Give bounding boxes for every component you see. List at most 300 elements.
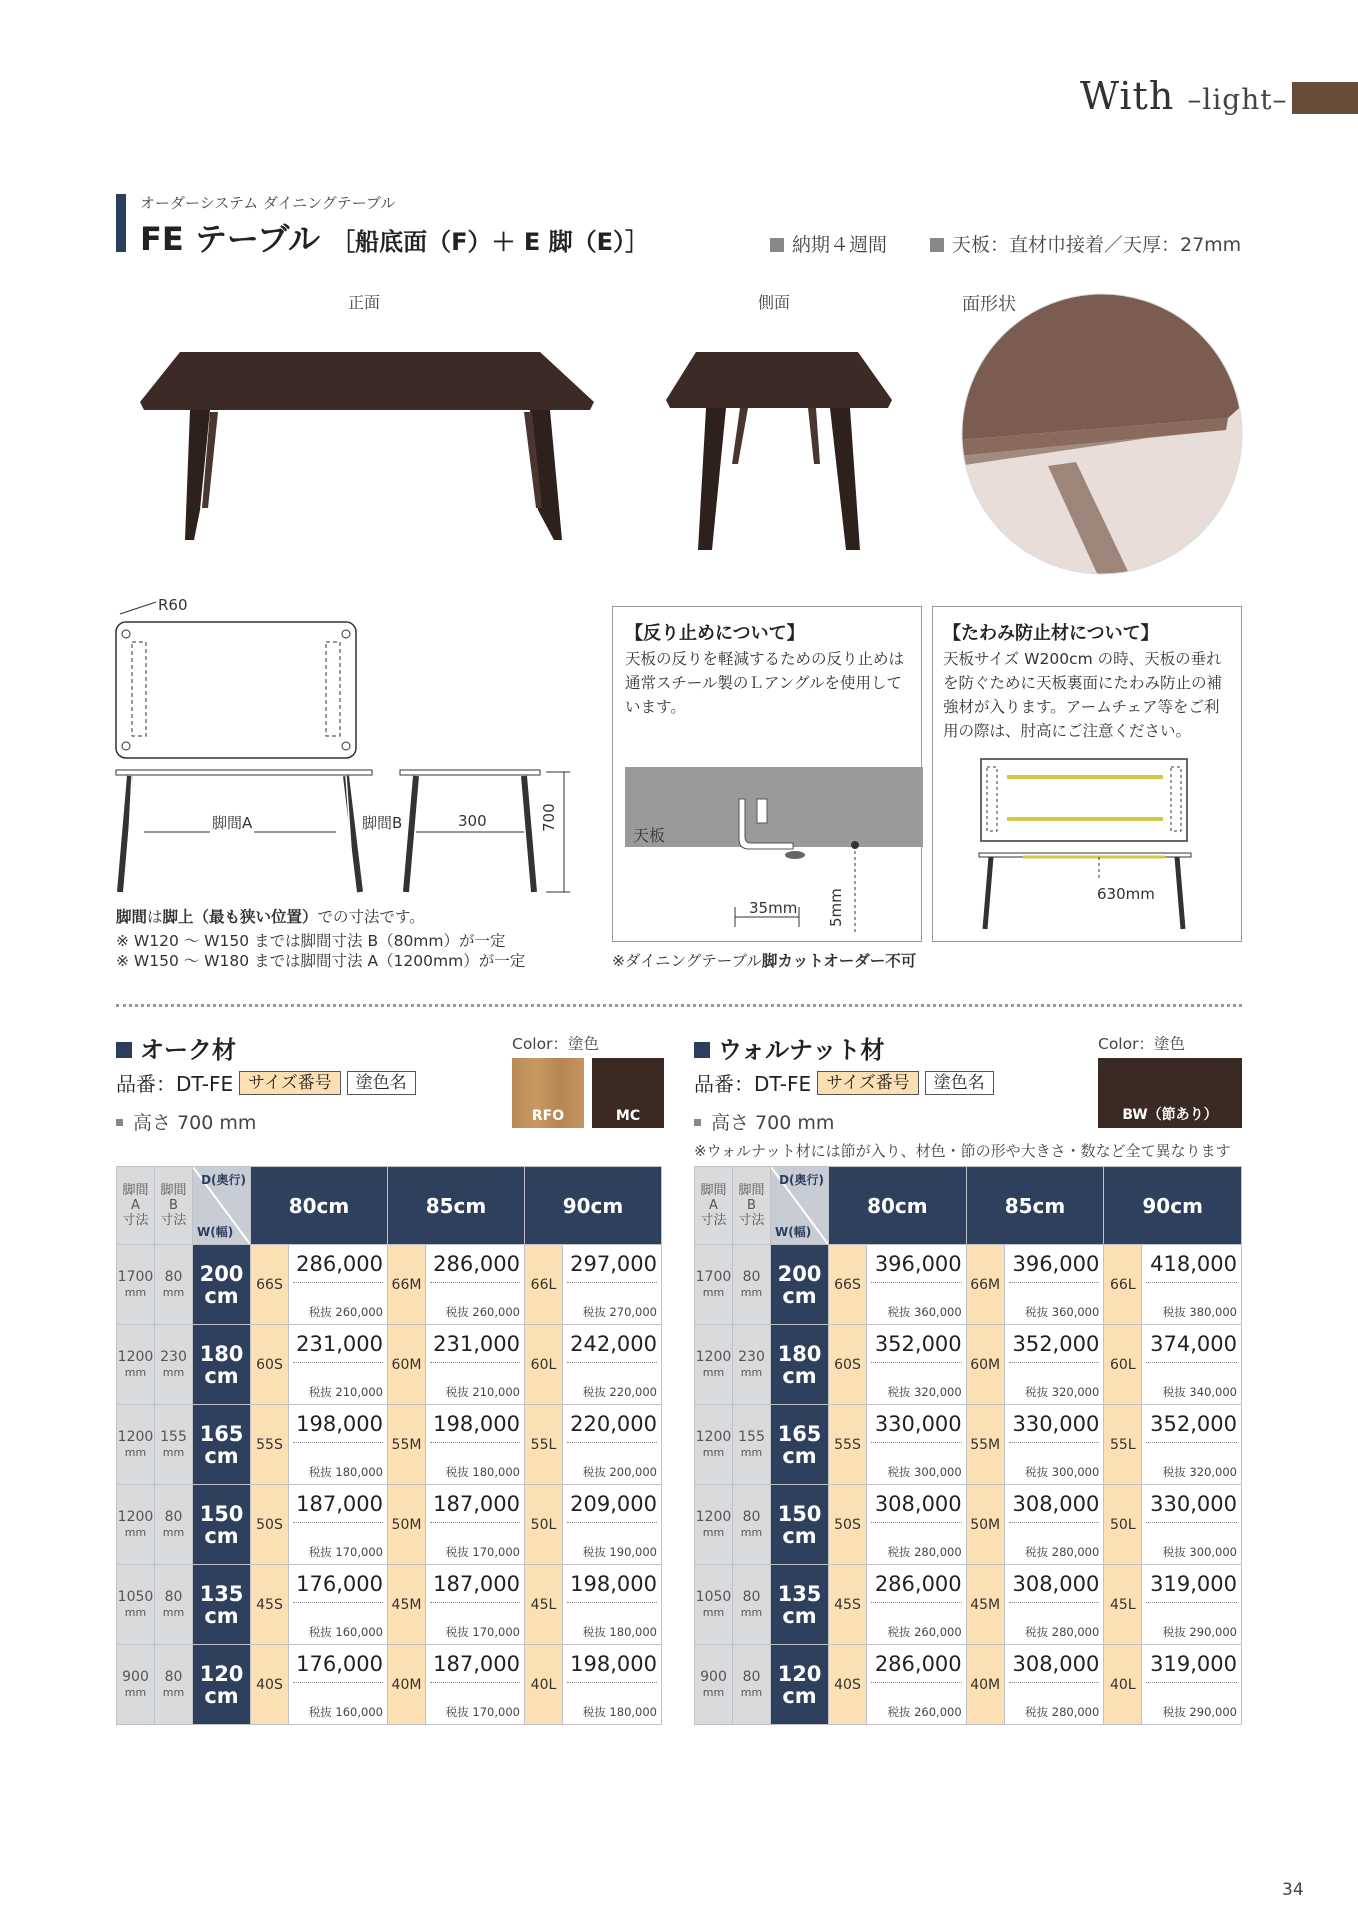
- price-incl-tax: 319,000: [1146, 1652, 1237, 1683]
- header-dw: [771, 1167, 829, 1245]
- price-excl-tax: 税抜 190,000: [582, 1544, 657, 1559]
- size-code: 45M: [966, 1565, 1004, 1645]
- size-code: 55M: [966, 1405, 1004, 1485]
- header-legA: [117, 1167, 155, 1245]
- price-incl-tax: 330,000: [1009, 1412, 1100, 1443]
- size-code: 66S: [251, 1245, 289, 1325]
- size-code: 60S: [251, 1325, 289, 1405]
- width-unit: cm: [204, 1283, 239, 1308]
- legA-value: [117, 1565, 155, 1645]
- price-excl-tax: 税抜 280,000: [1025, 1704, 1100, 1719]
- size-code: 40L: [1104, 1645, 1142, 1725]
- legB-number: 80: [742, 1508, 761, 1525]
- size-code: 66M: [387, 1245, 425, 1325]
- price-excl-tax: 税抜 180,000: [582, 1624, 657, 1639]
- reinforcement-diagram: [973, 753, 1213, 933]
- price-incl-tax: 242,000: [567, 1332, 657, 1363]
- price-excl-tax: 税抜 170,000: [445, 1704, 520, 1719]
- price-excl-tax: 税抜 300,000: [887, 1464, 962, 1479]
- size-code: 50L: [524, 1485, 562, 1565]
- price-excl-tax: 税抜 360,000: [887, 1304, 962, 1319]
- legA-unit: mm: [124, 1525, 147, 1539]
- price-excl-tax: 税抜 260,000: [887, 1704, 962, 1719]
- brand-color-bar: [1292, 82, 1358, 114]
- legA-number: 1200: [117, 1428, 154, 1445]
- leg-cut-note-pre: ※ダイニングテーブル: [612, 952, 762, 970]
- legB-number: 80: [164, 1588, 183, 1605]
- header-legB-line: 脚間: [160, 1183, 187, 1198]
- price-cell: [425, 1485, 524, 1565]
- legA-unit: mm: [702, 1365, 725, 1379]
- price-cell: [1142, 1565, 1242, 1645]
- price-incl-tax: 231,000: [430, 1332, 520, 1363]
- width-value: [771, 1325, 829, 1405]
- header-legA-line: A: [131, 1198, 140, 1213]
- table-row: [117, 1485, 662, 1565]
- legB-value: [155, 1565, 193, 1645]
- price-cell: [289, 1405, 388, 1485]
- width-unit: cm: [782, 1603, 817, 1628]
- header-width-label: W(幅): [775, 1225, 812, 1239]
- size-code: 45M: [387, 1565, 425, 1645]
- legA-value: [117, 1485, 155, 1565]
- size-code: 66S: [829, 1245, 867, 1325]
- header-legA: [695, 1167, 733, 1245]
- legB-number: 80: [164, 1268, 183, 1285]
- walnut-color-label: Color：塗色: [1098, 1035, 1185, 1053]
- legB-value: [733, 1405, 771, 1485]
- header-dw: [193, 1167, 251, 1245]
- top-board-label: 天板: [633, 826, 666, 845]
- price-cell: [562, 1645, 661, 1725]
- edge-profile-image: [958, 290, 1246, 578]
- walnut-pn-text: 品番：DT-FE: [694, 1072, 812, 1096]
- price-excl-tax: 税抜 170,000: [308, 1544, 383, 1559]
- legA-unit: mm: [124, 1285, 147, 1299]
- header-legA-line: 脚間: [122, 1183, 149, 1198]
- oak-height: 高さ 700 mm: [116, 1108, 256, 1135]
- size-code: 55S: [251, 1405, 289, 1485]
- oak-swatch-mc: MC: [592, 1058, 664, 1128]
- price-incl-tax: 319,000: [1146, 1572, 1237, 1603]
- walnut-swatch-bw: BW（節あり）: [1098, 1058, 1242, 1128]
- legB-unit: mm: [162, 1525, 185, 1539]
- legA-number: 1200: [117, 1508, 154, 1525]
- price-incl-tax: 297,000: [567, 1252, 657, 1283]
- price-incl-tax: 308,000: [1009, 1572, 1100, 1603]
- legA-value: [117, 1245, 155, 1325]
- header-legB-line: B: [747, 1198, 756, 1213]
- product-subtitle: オーダーシステム ダイニングテーブル: [140, 194, 396, 212]
- width-number: 180: [199, 1341, 244, 1366]
- legA-value: [695, 1645, 733, 1725]
- price-excl-tax: 税抜 260,000: [887, 1624, 962, 1639]
- width-unit: cm: [782, 1443, 817, 1468]
- width-value: [193, 1325, 251, 1405]
- price-incl-tax: 396,000: [1009, 1252, 1100, 1283]
- legA-number: 1200: [117, 1348, 154, 1365]
- price-incl-tax: 330,000: [1146, 1492, 1237, 1523]
- table-row: [117, 1565, 662, 1645]
- product-title-main: FE テーブル: [140, 220, 320, 258]
- price-incl-tax: 286,000: [293, 1252, 383, 1283]
- price-incl-tax: 308,000: [1009, 1492, 1100, 1523]
- price-excl-tax: 税抜 270,000: [582, 1304, 657, 1319]
- table-row: [117, 1245, 662, 1325]
- price-cell: [425, 1325, 524, 1405]
- price-excl-tax: 税抜 280,000: [1025, 1544, 1100, 1559]
- width-number: 165: [777, 1421, 822, 1446]
- legA-value: [695, 1485, 733, 1565]
- legA-unit: mm: [702, 1525, 725, 1539]
- header-legA-line: 寸法: [122, 1213, 149, 1228]
- size-code: 50M: [387, 1485, 425, 1565]
- price-excl-tax: 税抜 180,000: [582, 1704, 657, 1719]
- price-incl-tax: 308,000: [1009, 1652, 1100, 1683]
- leg-note-end: での寸法です。: [317, 908, 425, 926]
- header-legA-line: 脚間: [700, 1183, 727, 1198]
- price-cell: [425, 1645, 524, 1725]
- legA-number: 1200: [695, 1428, 732, 1445]
- leg-cut-note: [612, 952, 916, 971]
- price-incl-tax: 176,000: [293, 1572, 383, 1603]
- leg-note: [116, 908, 425, 927]
- price-incl-tax: 286,000: [430, 1252, 520, 1283]
- price-cell: [1142, 1645, 1242, 1725]
- legB-unit: mm: [740, 1525, 763, 1539]
- legB-unit: mm: [740, 1445, 763, 1459]
- price-cell: [1142, 1405, 1242, 1485]
- leg-cut-note-strong: 脚カットオーダー不可: [761, 952, 917, 970]
- deflection-box-title: 【たわみ防止材について】: [943, 623, 1159, 644]
- price-cell: [562, 1565, 661, 1645]
- size-code: 50M: [966, 1485, 1004, 1565]
- price-cell: [289, 1325, 388, 1405]
- price-cell: [1004, 1485, 1104, 1565]
- price-cell: [1142, 1245, 1242, 1325]
- walnut-material-title: ウォルナット材: [694, 1030, 885, 1065]
- reinforcement-dim: 630mm: [1097, 885, 1155, 903]
- leg-note-2: ※ W120 〜 W150 までは脚間寸法 B（80mm）が一定: [116, 932, 506, 950]
- price-excl-tax: 税抜 290,000: [1162, 1624, 1237, 1639]
- width-value: [771, 1485, 829, 1565]
- size-code: 40M: [387, 1645, 425, 1725]
- width-unit: cm: [204, 1363, 239, 1388]
- size-code: 66L: [1104, 1245, 1142, 1325]
- legA-unit: mm: [702, 1685, 725, 1699]
- legB-value: [155, 1645, 193, 1725]
- legB-number: 80: [742, 1588, 761, 1605]
- size-code: 60S: [829, 1325, 867, 1405]
- size-code: 60M: [966, 1325, 1004, 1405]
- header-legA-line: A: [709, 1198, 718, 1213]
- size-code: 40S: [251, 1645, 289, 1725]
- price-excl-tax: 税抜 320,000: [1025, 1384, 1100, 1399]
- size-code: 55M: [387, 1405, 425, 1485]
- price-cell: [867, 1325, 967, 1405]
- brand-sub: –light–: [1187, 83, 1288, 116]
- price-excl-tax: 税抜 210,000: [445, 1384, 520, 1399]
- oak-price-table: [116, 1166, 662, 1725]
- width-value: [193, 1485, 251, 1565]
- width-value: [193, 1405, 251, 1485]
- width-value: [771, 1645, 829, 1725]
- price-incl-tax: 198,000: [430, 1412, 520, 1443]
- legB-unit: mm: [740, 1685, 763, 1699]
- width-unit: cm: [204, 1523, 239, 1548]
- legA-value: [117, 1405, 155, 1485]
- page-number: 34: [1282, 1880, 1304, 1900]
- legA-value: [695, 1405, 733, 1485]
- leg-note-mid: は: [147, 908, 163, 926]
- warp-box-text: 天板の反りを軽減するための反り止めは通常スチール製のＬアングルを使用しています。: [625, 650, 905, 716]
- header-legB: [733, 1167, 771, 1245]
- table-row: [695, 1325, 1242, 1405]
- header-width-label: W(幅): [197, 1225, 234, 1239]
- price-incl-tax: 286,000: [871, 1572, 962, 1603]
- price-excl-tax: 税抜 320,000: [887, 1384, 962, 1399]
- table-row: [117, 1645, 662, 1725]
- front-view-label: 正面: [348, 293, 381, 312]
- price-excl-tax: 税抜 280,000: [887, 1544, 962, 1559]
- price-cell: [425, 1565, 524, 1645]
- price-excl-tax: 税抜 200,000: [582, 1464, 657, 1479]
- header-legB-line: 寸法: [738, 1213, 765, 1228]
- price-cell: [867, 1405, 967, 1485]
- price-excl-tax: 税抜 280,000: [1025, 1624, 1100, 1639]
- price-incl-tax: 352,000: [1009, 1332, 1100, 1363]
- title-accent-bar: [116, 194, 126, 252]
- header-legB-line: 寸法: [160, 1213, 187, 1228]
- front-view-image: [140, 340, 600, 580]
- price-incl-tax: 396,000: [871, 1252, 962, 1283]
- legB-unit: mm: [162, 1445, 185, 1459]
- header-legB-line: 脚間: [738, 1183, 765, 1198]
- price-excl-tax: 税抜 160,000: [308, 1624, 383, 1639]
- header-depth-0: 80cm: [829, 1167, 967, 1245]
- legB-number: 155: [160, 1428, 187, 1445]
- header-legA-line: 寸法: [700, 1213, 727, 1228]
- price-cell: [562, 1325, 661, 1405]
- warp-box-title: 【反り止めについて】: [625, 623, 805, 644]
- size-code: 60L: [1104, 1325, 1142, 1405]
- walnut-size-tag: サイズ番号: [817, 1071, 919, 1095]
- legA-value: [695, 1565, 733, 1645]
- price-incl-tax: 187,000: [430, 1572, 520, 1603]
- size-code: 60M: [387, 1325, 425, 1405]
- product-title-sub: ［船底面（F）＋ E 脚（E）］: [331, 228, 650, 256]
- table-row: [695, 1485, 1242, 1565]
- leg-note-strong2: 脚上（最も狭い位置）: [162, 908, 318, 926]
- price-incl-tax: 187,000: [430, 1492, 520, 1523]
- width-unit: cm: [782, 1283, 817, 1308]
- price-cell: [1004, 1565, 1104, 1645]
- width-value: [193, 1645, 251, 1725]
- table-row: [695, 1245, 1242, 1325]
- price-cell: [867, 1245, 967, 1325]
- price-incl-tax: 187,000: [293, 1492, 383, 1523]
- legB-number: 230: [738, 1348, 765, 1365]
- price-cell: [289, 1485, 388, 1565]
- walnut-product-number: [694, 1068, 994, 1097]
- price-excl-tax: 税抜 220,000: [582, 1384, 657, 1399]
- side-width-label: 300: [458, 812, 487, 830]
- header-depth-2: 90cm: [524, 1167, 661, 1245]
- oak-size-tag: サイズ番号: [239, 1071, 341, 1095]
- legB-number: 80: [742, 1668, 761, 1685]
- width-number: 165: [199, 1421, 244, 1446]
- price-excl-tax: 税抜 170,000: [445, 1544, 520, 1559]
- legB-number: 80: [742, 1268, 761, 1285]
- legB-value: [733, 1245, 771, 1325]
- price-incl-tax: 187,000: [430, 1652, 520, 1683]
- legA-value: [117, 1325, 155, 1405]
- price-cell: [1142, 1325, 1242, 1405]
- price-excl-tax: 税抜 300,000: [1162, 1544, 1237, 1559]
- table-row: [695, 1565, 1242, 1645]
- price-excl-tax: 税抜 300,000: [1025, 1464, 1100, 1479]
- leg-note-3: ※ W150 〜 W180 までは脚間寸法 A（1200mm）が一定: [116, 952, 526, 970]
- price-cell: [289, 1565, 388, 1645]
- table-row: [117, 1325, 662, 1405]
- size-code: 66L: [524, 1245, 562, 1325]
- header-depth-0: 80cm: [251, 1167, 388, 1245]
- legA-number: 1700: [117, 1268, 154, 1285]
- price-cell: [867, 1565, 967, 1645]
- size-code: 45L: [1104, 1565, 1142, 1645]
- legB-unit: mm: [740, 1605, 763, 1619]
- brand-name: With: [1080, 74, 1175, 118]
- price-excl-tax: 税抜 360,000: [1025, 1304, 1100, 1319]
- legB-label: 脚間B: [362, 814, 403, 832]
- header-legB-line: B: [169, 1198, 178, 1213]
- width-number: 200: [777, 1261, 822, 1286]
- header-legB: [155, 1167, 193, 1245]
- angle-dim-5: 5mm: [827, 888, 845, 927]
- legB-value: [733, 1565, 771, 1645]
- legB-value: [155, 1325, 193, 1405]
- price-incl-tax: 352,000: [871, 1332, 962, 1363]
- brand-title: [1080, 74, 1288, 118]
- legA-label: 脚間A: [212, 814, 253, 832]
- warp-prevention-box: [612, 606, 922, 942]
- width-number: 150: [777, 1501, 822, 1526]
- price-cell: [1004, 1645, 1104, 1725]
- legB-number: 230: [160, 1348, 187, 1365]
- price-incl-tax: 198,000: [293, 1412, 383, 1443]
- deflection-box-text: 天板サイズ W200cm の時、天板の垂れを防ぐために天板裏面にたわみ防止の補強材が入ります。アームチェア等をご利用の際は、肘高にご注意ください。: [943, 650, 1223, 740]
- legA-unit: mm: [124, 1445, 147, 1459]
- legA-number: 1050: [117, 1588, 154, 1605]
- price-excl-tax: 税抜 180,000: [445, 1464, 520, 1479]
- legB-value: [155, 1245, 193, 1325]
- section-divider: [116, 1004, 1242, 1007]
- walnut-price-table: [694, 1166, 1242, 1725]
- header-depth-label: D(奥行): [779, 1173, 824, 1187]
- width-unit: cm: [782, 1523, 817, 1548]
- legA-value: [695, 1325, 733, 1405]
- width-number: 200: [199, 1261, 244, 1286]
- size-code: 45S: [829, 1565, 867, 1645]
- width-value: [771, 1565, 829, 1645]
- oak-color-tag: 塗色名: [347, 1071, 416, 1095]
- legA-unit: mm: [702, 1285, 725, 1299]
- spec-top-board: 天板：直材巾接着／天厚：27mm: [930, 230, 1241, 257]
- table-row: [695, 1645, 1242, 1725]
- legB-unit: mm: [740, 1285, 763, 1299]
- width-value: [193, 1245, 251, 1325]
- price-excl-tax: 税抜 340,000: [1162, 1384, 1237, 1399]
- oak-product-number: [116, 1068, 416, 1097]
- price-cell: [562, 1485, 661, 1565]
- legB-value: [155, 1485, 193, 1565]
- width-number: 120: [777, 1661, 822, 1686]
- angle-dim-35: 35mm: [749, 899, 798, 917]
- price-excl-tax: 税抜 170,000: [445, 1624, 520, 1639]
- legA-number: 1700: [695, 1268, 732, 1285]
- legA-value: [117, 1645, 155, 1725]
- price-incl-tax: 220,000: [567, 1412, 657, 1443]
- size-code: 45S: [251, 1565, 289, 1645]
- width-number: 135: [777, 1581, 822, 1606]
- oak-pn-text: 品番：DT-FE: [116, 1072, 234, 1096]
- price-cell: [425, 1245, 524, 1325]
- header-depth-label: D(奥行): [201, 1173, 246, 1187]
- header-depth-1: 85cm: [966, 1167, 1104, 1245]
- size-code: 40S: [829, 1645, 867, 1725]
- legB-value: [155, 1405, 193, 1485]
- oak-material-title: オーク材: [116, 1030, 236, 1065]
- price-excl-tax: 税抜 290,000: [1162, 1704, 1237, 1719]
- deflection-prevention-box: [932, 606, 1242, 942]
- legA-unit: mm: [702, 1445, 725, 1459]
- legA-number: 1200: [695, 1508, 732, 1525]
- legB-unit: mm: [162, 1365, 185, 1379]
- oak-color-label: Color：塗色: [512, 1035, 599, 1053]
- legA-unit: mm: [702, 1605, 725, 1619]
- height-label: 700: [540, 803, 558, 832]
- header-depth-2: 90cm: [1104, 1167, 1242, 1245]
- table-row: [117, 1405, 662, 1485]
- price-incl-tax: 198,000: [567, 1652, 657, 1683]
- price-excl-tax: 税抜 160,000: [308, 1704, 383, 1719]
- walnut-note: ※ウォルナット材には節が入り、材色・節の形や大きさ・数など全て異なります: [694, 1142, 1231, 1160]
- price-excl-tax: 税抜 180,000: [308, 1464, 383, 1479]
- side-view-label: 側面: [758, 293, 791, 312]
- legA-unit: mm: [124, 1605, 147, 1619]
- width-number: 180: [777, 1341, 822, 1366]
- width-unit: cm: [204, 1443, 239, 1468]
- price-cell: [1142, 1485, 1242, 1565]
- legB-number: 80: [164, 1668, 183, 1685]
- legB-value: [733, 1485, 771, 1565]
- legB-value: [733, 1325, 771, 1405]
- leg-note-strong1: 脚間: [116, 908, 148, 926]
- legA-unit: mm: [124, 1365, 147, 1379]
- product-title: [140, 214, 649, 260]
- price-incl-tax: 352,000: [1146, 1412, 1237, 1443]
- price-excl-tax: 税抜 380,000: [1162, 1304, 1237, 1319]
- price-incl-tax: 418,000: [1146, 1252, 1237, 1283]
- legB-unit: mm: [740, 1365, 763, 1379]
- width-unit: cm: [782, 1683, 817, 1708]
- edge-view-label: 面形状: [962, 294, 1016, 315]
- size-code: 55L: [524, 1405, 562, 1485]
- price-cell: [1004, 1245, 1104, 1325]
- price-cell: [1004, 1405, 1104, 1485]
- width-unit: cm: [782, 1363, 817, 1388]
- width-number: 150: [199, 1501, 244, 1526]
